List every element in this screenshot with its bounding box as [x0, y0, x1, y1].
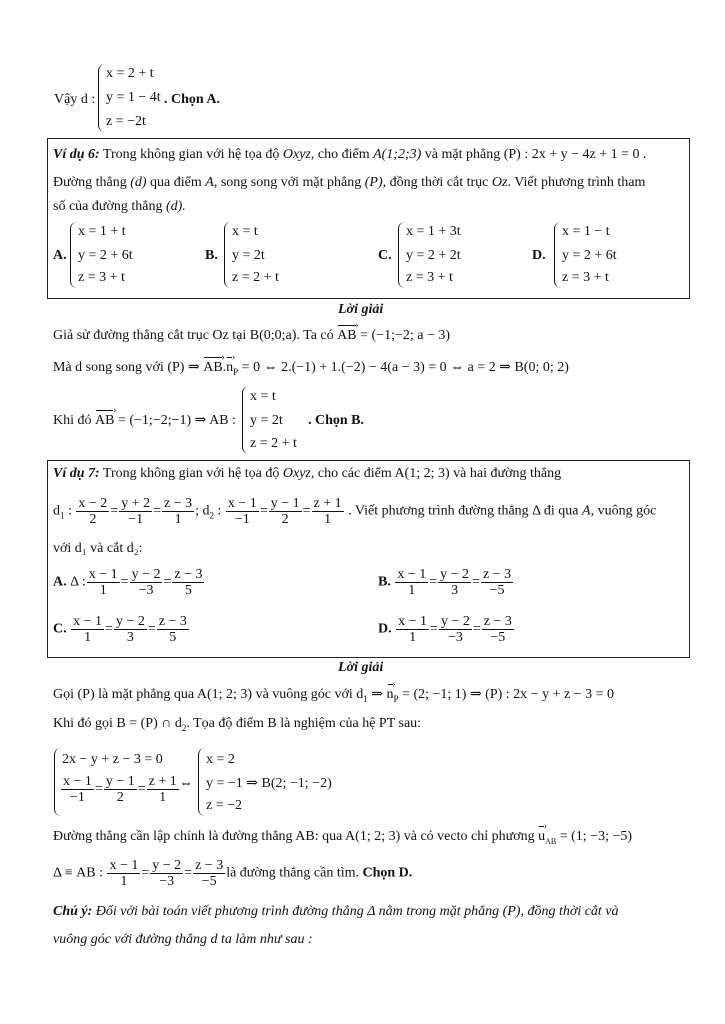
- solution-6-line1: [53, 328, 450, 344]
- option-brace: [224, 222, 231, 288]
- sol7-text: Khi đó gọi B = (P) ∩ d: [53, 716, 182, 731]
- frac: [114, 614, 147, 645]
- frac: [193, 858, 225, 889]
- num: z − 3: [164, 496, 193, 511]
- option-label: C.: [53, 621, 67, 637]
- num: y − 1: [105, 774, 135, 789]
- option-eq: z = 2 + t: [232, 270, 279, 285]
- sol7-eq: y = −1 ⇒ B(2; −1; −2): [206, 776, 332, 791]
- d1-label: d: [53, 503, 60, 519]
- sol6-eq: z = 2 + t: [250, 436, 297, 451]
- example-7-line2: $d_1$ : $\frac{x - 2}{2}$ = $\frac{y + 2}{-1}$ = $\frac{z - 3}{1}$ ; $d_2$ : $\frac{x - 1}{-1}$ = $\frac{y - 1}{2}$ = $\frac{z + 1}{1}$ . Viết phương trình đường thẳng Δ đi qua A, vuông góc: [53, 496, 657, 527]
- option-label: A.: [53, 574, 67, 590]
- sol6-text: = (−1;−2;−1) ⇒ AB :: [114, 413, 236, 428]
- ex7-text: Trong không gian với hệ tọa độ: [99, 466, 283, 481]
- ex6-text: đồng thời cắt trục: [386, 175, 492, 190]
- sol6-choice: . Chọn B.: [308, 413, 365, 428]
- sol7-plane-eq: 2x − y + z − 3 = 0: [62, 752, 163, 767]
- example-6-line1: [53, 147, 647, 163]
- ex6-d: (d).: [165, 199, 186, 214]
- ex7-text: , cho các điểm A(1; 2; 3) và hai đường thẳng: [310, 466, 562, 481]
- ex7-text: , vuông góc: [590, 503, 657, 519]
- ex6-text: và mặt phẳng (P) : 2x + y − 4z + 1 = 0 .: [421, 147, 647, 162]
- option-eq: z = 3 + t: [78, 270, 125, 285]
- frac: [150, 858, 183, 889]
- sol7-text: = (2; −1; 1) ⇒ (P) : 2x − y + z − 3 = 0: [398, 687, 614, 702]
- subscript: P: [393, 693, 399, 704]
- option-eq: z = 3 + t: [406, 270, 453, 285]
- sol6-text: Mà d song song với (P) ⇒: [53, 360, 204, 375]
- option-eq: z = 3 + t: [562, 270, 609, 285]
- note-text: Đối với bài toán viết phương trình đường thẳng Δ nằm trong mặt phẳng (P), đồng thời cắt và: [92, 904, 619, 919]
- solution-7-line5: Δ ≡ AB : $\frac{x - 1}{1}$ = $\frac{y - 2}{-3}$ = $\frac{z - 3}{-5}$ là đường thẳng cần tìm. Chọn D.: [53, 858, 413, 889]
- den: −3: [447, 630, 463, 645]
- num: z − 3: [195, 858, 224, 873]
- option-label: B.: [205, 248, 218, 263]
- prev-choice: . Chọn A.: [164, 92, 221, 107]
- den: 3: [451, 583, 459, 598]
- sol7-right-brace: [198, 748, 205, 816]
- option-eq: y = 2 + 2t: [406, 248, 461, 263]
- num: y − 2: [131, 567, 161, 582]
- frac: [395, 567, 428, 598]
- d2-label: ; d: [195, 503, 210, 519]
- sol6-text: = 0 ⇔ 2.(−1) + 1.(−2) − 4(a − 3) = 0 ⇔ a = 2 ⇒ B(0; 0; 2): [238, 360, 569, 375]
- num: z − 3: [174, 567, 203, 582]
- vector-ab: AB ›: [203, 360, 222, 376]
- example-7-option-a[interactable]: A. Δ : $\frac{x - 1}{1}$ = $\frac{y - 2}{-3}$ = $\frac{z - 3}{5}$: [53, 567, 203, 598]
- den: 5: [184, 583, 192, 598]
- frac: [107, 858, 140, 889]
- example-6-title: Ví dụ 6:: [53, 147, 100, 162]
- den: −5: [201, 874, 217, 889]
- example-7-option-d[interactable]: D. $\frac{x - 1}{1}$ = $\frac{y - 2}{-3}$ = $\frac{z - 3}{-5}$: [378, 614, 512, 645]
- frac: [269, 496, 302, 527]
- den: −1: [70, 790, 85, 805]
- ex7-text: . Viết phương trình đường thẳng Δ đi qua: [348, 503, 583, 519]
- ex6-a: A: [205, 175, 214, 190]
- num: z − 3: [482, 567, 512, 582]
- frac: [312, 496, 344, 527]
- frac: [157, 614, 189, 645]
- ex6-text: , song song với mặt phẳng: [213, 175, 365, 190]
- num: y − 2: [115, 614, 145, 629]
- num: z − 3: [483, 614, 512, 629]
- ex6-d: (d): [130, 175, 147, 190]
- ex7-oxyz: Oxyz: [282, 466, 311, 481]
- colon: :: [214, 503, 222, 519]
- sol6-eq: x = t: [250, 389, 276, 404]
- ex6-p: (P),: [364, 175, 387, 190]
- sol7-text: Gọi (P) là mặt phẳng qua A(1; 2; 3) và vuông góc với d: [53, 687, 364, 702]
- note-label: Chú ý:: [53, 904, 93, 919]
- solution-7-line4: [53, 829, 632, 850]
- ex6-oz: Oz: [491, 175, 508, 190]
- example-6-line2: [53, 175, 645, 191]
- sol7-line-eq: $\frac{x - 1}{-1}$ = $\frac{y - 1}{2}$ = $\frac{z + 1}{1}$: [63, 774, 177, 805]
- option-brace: [70, 222, 77, 288]
- option-eq: x = 1 + t: [78, 224, 126, 239]
- den: 5: [169, 630, 177, 645]
- ex6-text: qua điểm: [146, 175, 206, 190]
- sol6-brace: [242, 386, 249, 454]
- sol7-text: = (1; −3; −5): [556, 829, 633, 844]
- num: x − 1: [109, 858, 139, 873]
- ex6-text: Trong không gian với hệ tọa độ: [99, 147, 283, 162]
- colon: :: [64, 503, 72, 519]
- example-7-option-c[interactable]: C. $\frac{x - 1}{1}$ = $\frac{y - 2}{3}$ = $\frac{z - 3}{5}$: [53, 614, 187, 645]
- note-line1: [53, 904, 619, 920]
- prev-eq-z: z = −2t: [106, 114, 146, 129]
- prev-eq-x: x = 2 + t: [106, 66, 154, 81]
- den: −1: [234, 512, 250, 527]
- vector-np: n ›: [387, 687, 394, 703]
- num: y − 1: [270, 496, 300, 511]
- num: z + 1: [148, 774, 177, 789]
- option-label: B.: [378, 574, 391, 590]
- num: x − 2: [78, 496, 108, 511]
- sol6-text: Khi đó: [53, 413, 95, 428]
- option-brace: [554, 222, 561, 288]
- example-7-line3: với d₁ và cắt d₂:: [53, 541, 143, 556]
- ex6-point-a: A(1;2;3): [373, 147, 422, 162]
- equiv-symbol: ⇔: [179, 776, 193, 791]
- subscript: 2: [209, 510, 215, 521]
- subscript: 1: [60, 510, 65, 521]
- solution-7-line2: [53, 716, 421, 736]
- option-eq: y = 2 + 6t: [78, 248, 133, 263]
- den: 1: [324, 512, 332, 527]
- sol7-text: Đường thẳng cần lập chính là đường thẳng AB: qua A(1; 2; 3) và có vecto chỉ phương: [53, 829, 539, 844]
- subscript: AB: [545, 836, 557, 846]
- den: 2: [116, 790, 124, 805]
- delta: Δ :: [70, 574, 86, 590]
- den: −1: [128, 512, 144, 527]
- den: 1: [120, 874, 128, 889]
- den: −3: [159, 874, 175, 889]
- frac: [119, 496, 152, 527]
- num: y − 2: [440, 567, 470, 582]
- ex7-a: A: [582, 503, 591, 519]
- den: 2: [281, 512, 289, 527]
- subscript: 1: [363, 693, 368, 704]
- frac: [147, 774, 179, 805]
- num: x − 1: [88, 567, 118, 582]
- option-eq: x = 1 + 3t: [406, 224, 461, 239]
- sol7-eq: x = 2: [206, 752, 235, 767]
- sol7-choice: Chọn D.: [362, 865, 413, 881]
- example-6-line3: [53, 199, 186, 215]
- solution-6-heading: Lời giải: [338, 302, 384, 317]
- option-eq: x = 1 − t: [562, 224, 610, 239]
- prev-eq-y: y = 1 − 4t: [106, 90, 161, 105]
- option-brace: [398, 222, 405, 288]
- sol7-text: Δ ≡ AB :: [53, 865, 103, 881]
- frac: [172, 567, 204, 598]
- subscript: 2: [181, 722, 187, 733]
- num: x − 1: [398, 614, 428, 629]
- vector-u: u ›: [538, 829, 545, 845]
- vector-np: n ›: [226, 360, 233, 376]
- ex6-text: số của đường thẳng: [53, 199, 166, 214]
- frac: [61, 774, 94, 805]
- den: 1: [409, 630, 417, 645]
- num: x − 1: [397, 567, 427, 582]
- num: y − 2: [152, 858, 182, 873]
- den: 1: [99, 583, 107, 598]
- num: z + 1: [313, 496, 342, 511]
- example-7-line1: [53, 466, 561, 482]
- ex6-text: , cho điểm: [310, 147, 374, 162]
- solution-6-line3: [53, 413, 236, 429]
- ex6-oxyz: Oxyz: [282, 147, 311, 162]
- den: −5: [489, 583, 505, 598]
- dot: .: [222, 360, 227, 375]
- den: 1: [159, 790, 167, 805]
- frac: [226, 496, 259, 527]
- frac: [130, 567, 163, 598]
- note-line2: vuông góc với đường thẳng d ta làm như sau :: [53, 932, 313, 947]
- frac: [439, 614, 472, 645]
- ex6-text: . Viết phương trình tham: [507, 175, 646, 190]
- frac: [71, 614, 104, 645]
- vector-ab: AB ›: [337, 328, 356, 344]
- den: 1: [408, 583, 416, 598]
- sol7-text: ⇒: [367, 687, 387, 702]
- den: 1: [84, 630, 92, 645]
- num: y + 2: [121, 496, 151, 511]
- num: z − 3: [158, 614, 187, 629]
- vector-ab: AB ›: [95, 413, 114, 429]
- option-label: D.: [378, 621, 392, 637]
- sol7-text: . Tọa độ điểm B là nghiệm của hệ PT sau:: [186, 716, 422, 731]
- frac: [162, 496, 194, 527]
- prev-brace: [98, 64, 105, 132]
- option-eq: y = 2t: [232, 248, 265, 263]
- subscript: P: [233, 366, 239, 377]
- den: 1: [174, 512, 182, 527]
- den: −5: [490, 630, 506, 645]
- example-7-option-b[interactable]: B. $\frac{x - 1}{1}$ = $\frac{y - 2}{3}$ = $\frac{z - 3}{-5}$: [378, 567, 512, 598]
- den: 2: [89, 512, 97, 527]
- frac: [87, 567, 120, 598]
- solution-6-line2: [53, 360, 569, 380]
- den: 3: [126, 630, 134, 645]
- sol6-eq: y = 2t: [250, 413, 283, 428]
- num: x − 1: [73, 614, 103, 629]
- den: −3: [138, 583, 154, 598]
- frac: [76, 496, 109, 527]
- num: x − 1: [63, 774, 92, 789]
- sol6-text: = (−1;−2; a − 3): [356, 328, 451, 343]
- sol7-eq: z = −2: [206, 798, 243, 813]
- solution-7-line1: [53, 687, 614, 707]
- sol6-text: Giả sử đường thẳng cắt trục Oz tại B(0;0;a). Ta có: [53, 328, 338, 343]
- option-eq: x = t: [232, 224, 258, 239]
- frac: [482, 614, 514, 645]
- option-label: A.: [53, 248, 67, 263]
- frac: [438, 567, 471, 598]
- prev-lead: Vậy d :: [54, 92, 96, 107]
- solution-7-heading: Lời giải: [338, 660, 384, 675]
- frac: [396, 614, 429, 645]
- num: x − 1: [227, 496, 257, 511]
- example-7-title: Ví dụ 7:: [53, 466, 100, 481]
- frac: [104, 774, 137, 805]
- sol7-text: là đường thẳng cần tìm.: [226, 865, 363, 881]
- num: y − 2: [440, 614, 470, 629]
- ex6-text: Đường thẳng: [53, 175, 131, 190]
- option-label: D.: [532, 248, 546, 263]
- frac: [481, 567, 513, 598]
- option-label: C.: [378, 248, 392, 263]
- option-eq: y = 2 + 6t: [562, 248, 617, 263]
